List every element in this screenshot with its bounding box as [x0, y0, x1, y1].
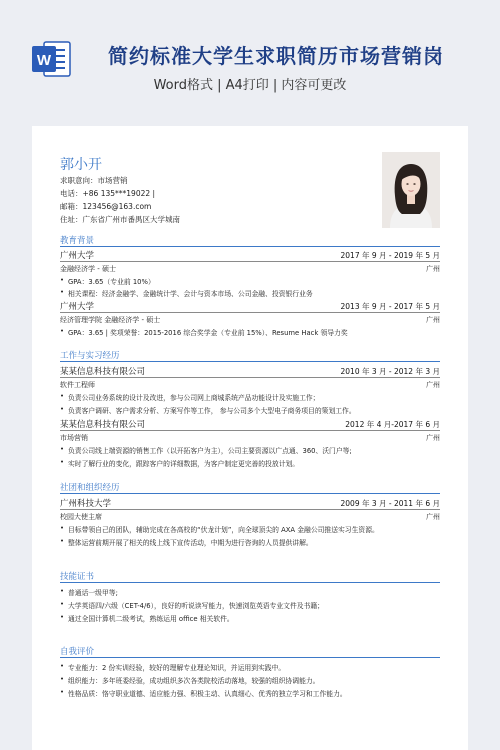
avatar-icon [382, 152, 440, 228]
word-logo-letter: W [36, 52, 52, 69]
education-school: 广州大学 [60, 251, 95, 261]
education-city: 广州 [426, 265, 440, 273]
experience-city: 广州 [426, 434, 440, 442]
list-item: • 专业能力：2 份实训经验，较好的理解专业理论知识，并运用到实践中。 [68, 662, 285, 672]
row-divider [60, 377, 440, 378]
candidate-name: 郭小开 [60, 157, 102, 173]
job-intent: 求职意向：市场营销 [60, 176, 128, 185]
experience-title: 市场营销 [60, 434, 88, 442]
list-item: • GPA：3.65（专业前 10%） [68, 276, 155, 286]
education-date: 2013 年 9 月 - 2017 年 5 月 [340, 302, 440, 311]
section-title-education: 教育背景 [60, 236, 95, 246]
page-title: 简约标准大学生求职简历市场营销岗 [108, 44, 444, 68]
campus-date: 2009 年 3 月 - 2011 年 6 月 [340, 499, 440, 508]
row-divider [60, 261, 440, 262]
list-item: • 整体运营前期开展了相关的线上线下宣传活动，中期为进行咨询的人员提供讲解。 [68, 537, 313, 547]
list-item: • 普通话一级甲等; [68, 587, 118, 597]
profile-photo [382, 152, 440, 228]
education-school: 广州大学 [60, 302, 95, 312]
address: 住址：广东省广州市番禺区大学城南 [60, 215, 180, 224]
campus-title: 校园大使主席 [60, 513, 102, 521]
list-item: • 性格品质：恪守职业道德、适应能力强、积极主动、认真细心、优秀的独立学习和工作能力。 [68, 688, 347, 698]
experience-date: 2012 年 4 月-2017 年 6 月 [345, 420, 440, 429]
campus-city: 广州 [426, 513, 440, 521]
section-divider [60, 246, 440, 247]
email: 邮箱：123456@163.com [60, 202, 152, 211]
section-title-experience: 工作与实习经历 [60, 351, 120, 361]
list-item: • 相关课程：经济金融学、金融统计学、会计与资本市场、公司金融、投资银行业务 [68, 288, 313, 298]
experience-title: 软件工程师 [60, 381, 95, 389]
section-divider [60, 493, 440, 494]
row-divider [60, 430, 440, 431]
education-major: 金融经济学 - 硕士 [60, 265, 116, 273]
list-item: • 目标带领自己的团队，辅助完成在各高校的“伏龙计划”，向全球顶尖的 AXA 金融公司推送实习生资源。 [68, 524, 379, 534]
experience-date: 2010 年 3 月 - 2012 年 3 月 [340, 367, 440, 376]
list-item: • 大学英语四/六级（CET-4/6），良好的听说读写能力，快速浏览英语专业文件及书籍； [68, 600, 324, 610]
row-divider [60, 509, 440, 510]
page-subtitle: Word格式 | A4打印 | 内容可更改 [153, 78, 347, 93]
header-banner [0, 0, 500, 118]
section-divider [60, 582, 440, 583]
campus-org: 广州科技大学 [60, 499, 112, 509]
list-item: • 实时了解行业的变化，跟踪客户的详细数据，为客户制定更完善的投放计划。 [68, 458, 299, 468]
section-divider [60, 361, 440, 362]
education-date: 2017 年 9 月 - 2019 年 5 月 [340, 251, 440, 260]
resume-page [32, 126, 468, 750]
phone: 电话：+86 135***19022 | [60, 189, 156, 198]
experience-city: 广州 [426, 381, 440, 389]
list-item: • 通过全国计算机二级考试，熟练运用 office 相关软件。 [68, 613, 234, 623]
list-item: • 负责公司业务系统的设计及改进，参与公司网上商城系统产品功能设计及实施工作； [68, 392, 319, 402]
experience-company: 某某信息科技有限公司 [60, 367, 146, 377]
section-divider [60, 657, 440, 658]
section-title-evaluation: 自我评价 [60, 647, 95, 657]
list-item: • 组织能力：多年班委经验，成功组织多次各类院校活动落地，较强的组织协调能力。 [68, 675, 319, 685]
list-item: • GPA：3.65 | 奖项荣誉：2015-2016 综合奖学金（专业前 15%）、Resume Hack 领导力奖 [68, 327, 348, 337]
section-title-skills: 技能证书 [60, 572, 95, 582]
row-divider [60, 312, 440, 313]
list-item: • 负责客户调研、客户需求分析、方案写作等工作， 参与公司多个大型电子商务项目的策划工作。 [68, 405, 356, 415]
education-city: 广州 [426, 316, 440, 324]
list-item: • 负责公司线上端资源的销售工作（以开拓客户为主），公司主要资源以广点通、360、沃门户等; [68, 445, 352, 455]
experience-company: 某某信息科技有限公司 [60, 420, 146, 430]
section-title-campus: 社团和组织经历 [60, 483, 120, 493]
education-major: 经济管理学院 金融经济学 - 硕士 [60, 316, 161, 324]
